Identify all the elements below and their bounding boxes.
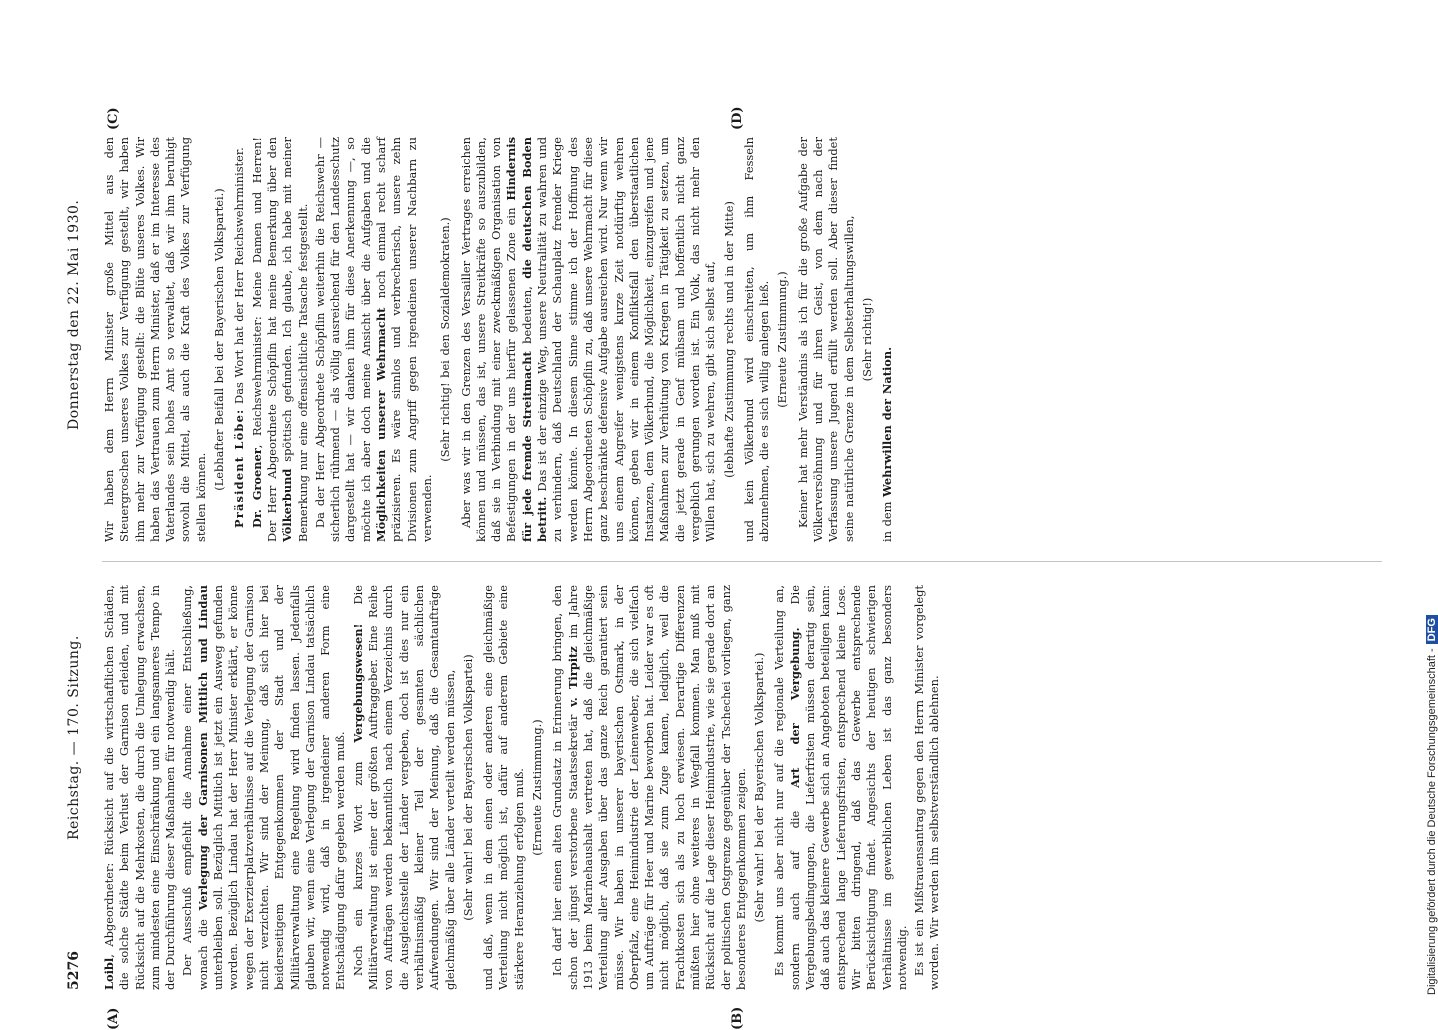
- session-title: Reichstag. — 170. Sitzung.: [66, 635, 82, 840]
- text: Rücksicht auf die wirtschaftlichen Schäden, die solche Städte beim Verlust der Garnison erleiden, und mit Rücksicht auf die Mehrkosten, die durch die Umlegung erwachsen, zum mindesten eine Einschränkung und ein langsameres Tempo in der Durchführung dieser Maßnahmen für notwendig hält.: [102, 585, 178, 990]
- interjection: (lebhafte Zustimmung rechts und in der Mitte): [721, 201, 736, 478]
- speaker-role: , Abgeordneter:: [102, 862, 116, 958]
- text: Die Militärverwaltung ist einer der größten Auftraggeber. Eine Reihe von Aufträgen werden bekanntlich nach einem Verzeichnis durch die Ausgleichsstelle der Länder vergeben, doch ist dies nur ein verhältnismäßig kleiner Teil der gesamten sächlichen Aufwendungen. Wir sind der Meinung, daß die Gesamtaufträge gleichmäßig über alle Länder verteilt werden müssen,: [350, 584, 457, 990]
- text: bedeuten,: [519, 278, 534, 352]
- bold-text: Möglichkeiten unserer Wehrmacht: [374, 307, 389, 542]
- text: Das Wort hat der Herr Reichswehrminister.: [232, 147, 247, 409]
- text: Aber was wir in den Grenzen des Versailler Vertrages erreichen können und müssen, das ist, unsere Streitkräfte so auszubilden, daß sie in Verbindung mit einer zweckmäßigen Organisation von Befestigungen in der uns hierfür gelassenen Zone ein: [458, 137, 519, 542]
- speaker-name: Loibl: [102, 957, 116, 990]
- interjection: (Sehr richtig! bei den Sozialdemokraten.): [438, 217, 453, 462]
- text: unterbleiben soll. Bezüglich Mittlich ist jetzt ein Ausweg gefunden worden. Bezüglich Lindau hat der Herr Minister erklärt, er könne wegen der Exerzierplatzverhältnisse auf die Verlegung der Garnison nicht verzichten. Wir sind der Meinung, daß sich hier bei beiderseitigem Entgegenkommen der Stadt und der Militärverwaltung eine Regelung wird finden lassen. Jedenfalls glauben wir, wenn eine Verlegung der Garnison Lindau tatsächlich notwendig wird, daß in irgendeiner anderen Form eine Entschädigung dafür gegeben werden muß.: [211, 585, 348, 990]
- bold-text: Vergebungswesen!: [350, 623, 365, 743]
- margin-marker-b: (B): [730, 1006, 745, 1030]
- bold-text: Völkerbund: [280, 468, 295, 542]
- page-number: 5276: [66, 951, 82, 990]
- text: Noch ein kurzes Wort zum: [350, 742, 365, 976]
- text: im Jahre 1913 beim Marinehaushalt vertreten hat, daß die gleichmäßige Verteilung aller Ausgaben über das ganze Reich garantiert sein müsse. Wir haben in unserer bayerischen Ostmark, in der Oberpfalz, eine Heimindustrie der Leinenweber, die sich vielfach um Aufträge für Heer und Marine beworben hat. Leider war es oft nicht möglich, daß sie zum Zuge kamen, lediglich, weil die Frachtkosten sich als zu hoch erwiesen. Derartige Differenzen müßten hier ohne weiteres in Wegfall kommen. Man muß mit Rücksicht auf die Lage dieser Heimindustrie, wie sie gerade dort an der politischen Ostgrenze gegenüber der Tschechei vorliegen, ganz besonderes Entgegenkommen zeigen.: [565, 585, 748, 990]
- interjection: (Sehr wahr! bei der Bayerischen Volkspartei): [460, 654, 475, 921]
- text: , Reichswehrminister: Meine Damen und Herren! Der Herr Abgeordnete Schöpflin hat meine Bemerkung über den: [249, 137, 279, 542]
- margin-marker-a: (A): [106, 1007, 121, 1030]
- right-column: [102, 137, 898, 542]
- left-column: [102, 585, 945, 990]
- rotated-page: [62, 106, 1402, 1030]
- interjection: (Sehr wahr! bei der Bayerischen Volkspartei.): [752, 652, 767, 923]
- funding-text: Digitalisierung gefördert durch die Deutsche Forschungsgemeinschaft -: [1426, 648, 1438, 995]
- paragraph: [880, 137, 895, 542]
- bold-text: Art der Vergebung.: [787, 627, 802, 788]
- paragraph: Keiner hat mehr Verständnis als ich für die große Aufgabe der Völkerversöhnung und für ihren Geist, von dem nach der Verfassung unsere Jugend erfüllt werden soll. Aber dieser findet seine natürliche Grenze in dem Selbsterhaltungswillen,: [795, 137, 856, 542]
- text: spöttisch gefunden. Ich glaube, ich habe mit meiner Bemerkung nur eine offensichtliche Tatsache festgestellt.: [280, 137, 310, 542]
- bold-text: Wehrwillen der Nation.: [880, 346, 895, 497]
- interjection: (Erneute Zustimmung.): [775, 271, 790, 408]
- bold-text: Hindernis für jede fremde Streitmacht: [504, 137, 534, 542]
- paragraph: [250, 137, 311, 542]
- session-date: Donnerstag den 22. Mai 1930.: [66, 199, 82, 430]
- margin-marker-d: (D): [730, 106, 745, 130]
- dfg-logo: DFG: [1426, 615, 1438, 644]
- margin-marker-c: (C): [106, 107, 121, 130]
- text: Es kommt uns aber nicht nur auf die regionale Verteilung an, sondern auch auf die: [772, 585, 802, 990]
- interjection: (Sehr richtig!): [859, 297, 874, 382]
- column-divider: [102, 561, 1382, 562]
- paragraph: [550, 585, 749, 990]
- speaker-name: Präsident Löbe:: [232, 408, 247, 528]
- text: Das ist der einzige Weg, unsere Neutralität zu wahren und zu verhindern, daß Deutschland der Schauplatz fremder Kriege werden könnte. In diesem Sinne stimme ich der Hoffnung des Herrn Abgeordneten Schöpflin zu, daß unsere Wehrmacht für diese ganz beschränkte defensive Aufgabe ausreichen wird. Nur wenn wir uns einem Angreifer wenigstens kurze Zeit notdürftig wehren können, geben wir in einem Konfliktsfall den überstaatlichen Instanzen, dem Völkerbund, die Möglichkeit, einzugreifen und jene Maßnahmen zur Verhütung von Kriegen in Tätigkeit zu setzen, um die jetzt gerade in Genf mühsam und hoffentlich nicht ganz vergeblich gerungen worden ist. Ein Volk, das nicht mehr den Willen hat, sich zu wehren, gibt sich selbst auf,: [535, 137, 718, 542]
- paragraph: [313, 137, 435, 542]
- text: Ich darf hier einen alten Grundsatz in Erinnerung bringen, den schon der jüngst verstorbene Staatssekretär: [550, 585, 580, 990]
- text: Da der Herr Abgeordnete Schöpflin weiterhin die Reichswehr — sicherlich rühmend — als völlig ausreichend für den Landesschutz dargestellt hat — wir danken ihm für diese Anerkennung —, so möchte ich aber doch meine Ansicht über die Aufgaben und die: [312, 137, 373, 542]
- paragraph: Es ist ein Mißtrauensantrag gegen den Herrn Minister vorgelegt worden. Wir werden ihn selbstverständlich ablehnen.: [912, 585, 942, 990]
- bold-text: Verlegung der Garnisonen Mittlich und Lindau: [195, 585, 210, 911]
- page-header: [62, 110, 90, 990]
- paragraph: Wir haben dem Herrn Minister große Mittel aus den Steuergroschen unseres Volkes zur Verfügung gestellt, wir haben ihm mehr zur Verfügung gestellt: die Blüte unseres Volkes. Wir haben das Vertrauen zum Herrn Minister, daß er im Interesse des Vaterlandes sein hohes Amt so verwaltet, daß wir ihm beruhigt sowohl die Mittel, als auch die Kraft des Volkes zur Verfügung stellen können.: [102, 137, 208, 542]
- bold-text: v. Tirpitz: [565, 646, 580, 707]
- paragraph: [102, 585, 178, 990]
- paragraph: [180, 585, 348, 990]
- paragraph: und kein Völkerbund wird einschreiten, um ihm Fesseln abzunehmen, die es sich willig anlegen ließ.: [741, 137, 772, 542]
- paragraph: [232, 137, 247, 542]
- paragraph: und daß, wenn in dem einen oder anderen eine gleichmäßige Verteilung nicht möglich ist, dafür auf anderem Gebiete eine stärkere Heranziehung erfolgen muß.: [481, 585, 526, 990]
- interjection: (Erneute Zustimmung.): [530, 719, 545, 856]
- paragraph: [772, 585, 910, 990]
- speaker-name: Dr. Groener: [249, 448, 264, 528]
- interjection: (Lebhafter Beifall bei der Bayerischen Volkspartei.): [212, 188, 227, 491]
- bold-text: die deutschen Boden betritt.: [519, 137, 550, 542]
- text: in dem: [880, 496, 895, 542]
- text: noch einmal recht scharf präzisieren. Es wäre sinnlos und verbrecherisch, unsere zehn Divisionen zum Angriff gegen irgendeinen unserer Nachbarn zu verwenden.: [374, 137, 434, 542]
- text: Der Ausschuß empfiehlt die Annahme einer Entschließung, wonach die: [180, 585, 210, 990]
- funding-notice: [1426, 615, 1438, 995]
- paragraph: [351, 585, 458, 990]
- text: Die Vergebungsbedingungen, die Lieferfristen müssen derartig sein, daß auch das kleinere Gewerbe sich an Angeboten beteiligen kann: entsprechend lange Lieferungsfristen, entsprechend kleine Lose. Wir bitten dringend, daß das Gewerbe entsprechende Berücksichtigung findet. Angesichts der heutigen schwierigen Verhältnisse im gewerblichen Leben ist das ganz besonders notwendig.: [787, 585, 909, 990]
- paragraph: [459, 137, 719, 542]
